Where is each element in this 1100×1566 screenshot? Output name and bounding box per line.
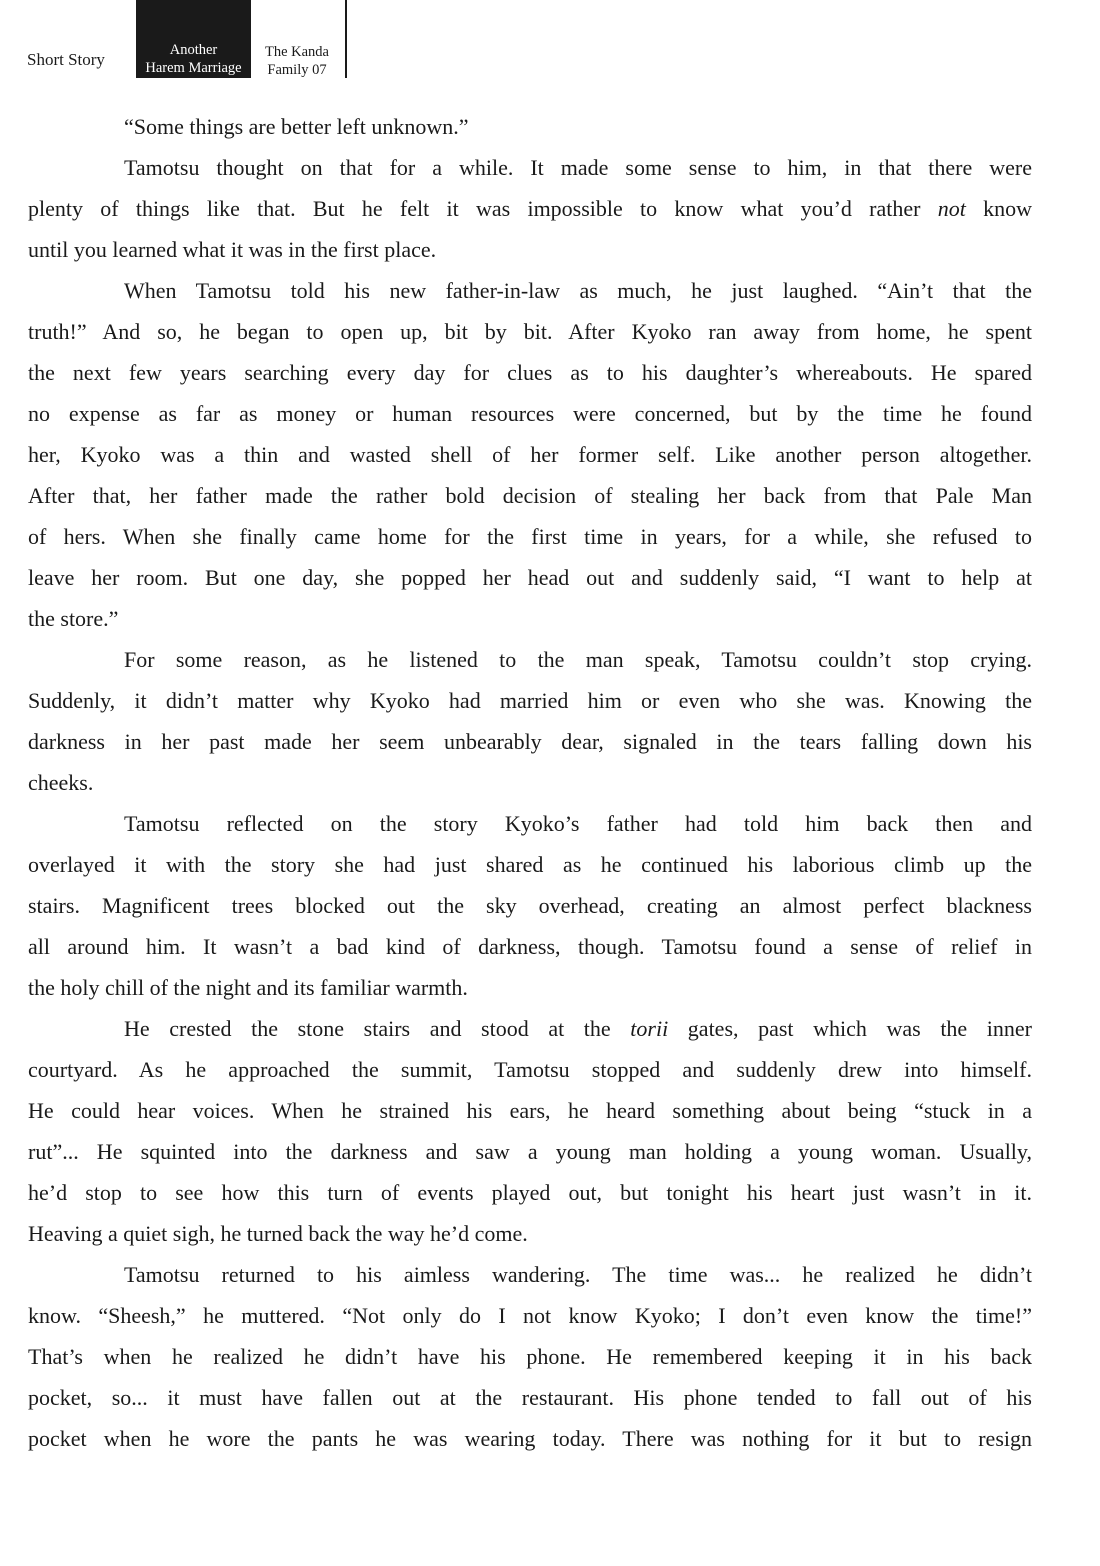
text-line-content: no expense as far as money or human resources were concerned, but by the time he found (28, 401, 1032, 426)
text-line-content: stairs. Magnificent trees blocked out the sky overhead, creating an almost perfect blackness (28, 893, 1032, 918)
text-line-content: he’d stop to see how this turn of events played out, but tonight his heart just wasn’t in it. (28, 1180, 1032, 1205)
text-line-content: her, Kyoko was a thin and wasted shell of her former self. Like another person altogether. (28, 442, 1032, 467)
text-line-content: the next few years searching every day for clues as to his daughter’s whereabouts. He spared (28, 360, 1032, 385)
text-line-content: courtyard. As he approached the summit, Tamotsu stopped and suddenly drew into himself. (28, 1057, 1032, 1082)
text-line (28, 807, 1032, 848)
text-line (28, 1217, 1032, 1258)
text-line (28, 1258, 1032, 1299)
text-line-content: For some reason, as he listened to the man speak, Tamotsu couldn’t stop crying. (124, 647, 1032, 672)
text-line (28, 274, 1032, 315)
text-line (28, 479, 1032, 520)
book-title-box (136, 0, 251, 78)
text-line (28, 725, 1032, 766)
text-segment: plenty of things like that. But he felt it was impossible to know what you’d rather (28, 196, 938, 221)
text-line-content: of hers. When she finally came home for the first time in years, for a while, she refused to (28, 524, 1032, 549)
text-line-content: truth!” And so, he began to open up, bit by bit. After Kyoko ran away from home, he spent (28, 319, 1032, 344)
text-line (28, 397, 1032, 438)
text-line-content (28, 1012, 1032, 1046)
text-line (28, 110, 1032, 151)
text-line-content: After that, her father made the rather bold decision of stealing her back from that Pale Man (28, 483, 1032, 508)
page-header (0, 0, 1100, 80)
text-line (28, 315, 1032, 356)
text-line (28, 889, 1032, 930)
text-line-content: That’s when he realized he didn’t have his phone. He remembered keeping it in his back (28, 1344, 1032, 1369)
text-line-content: overlayed it with the story she had just shared as he continued his laborious climb up the (28, 852, 1032, 877)
text-line (28, 233, 1032, 274)
section-label: Short Story (27, 50, 105, 69)
text-line-content: cheeks. (28, 770, 94, 795)
text-line-content: leave her room. But one day, she popped her head out and suddenly said, “I want to help at (28, 565, 1032, 590)
text-line (28, 438, 1032, 479)
text-line-content: pocket, so... it must have fallen out at the restaurant. His phone tended to fall out of his (28, 1385, 1032, 1410)
text-line (28, 971, 1032, 1012)
text-line (28, 1422, 1032, 1463)
text-line (28, 766, 1032, 807)
text-line (28, 356, 1032, 397)
text-line (28, 1135, 1032, 1176)
text-line (28, 848, 1032, 889)
text-line-content: “Some things are better left unknown.” (124, 114, 469, 139)
text-line (28, 643, 1032, 684)
text-line (28, 1381, 1032, 1422)
text-line (28, 1299, 1032, 1340)
series-title-line-1: The Kanda (264, 44, 329, 60)
text-line (28, 1340, 1032, 1381)
text-line (28, 930, 1032, 971)
text-line (28, 1053, 1032, 1094)
text-line (28, 1094, 1032, 1135)
text-line-content: darkness in her past made her seem unbearably dear, signaled in the tears falling down his (28, 729, 1032, 754)
text-line-content: Heaving a quiet sigh, he turned back the way he’d come. (28, 1221, 528, 1246)
story-body (28, 110, 1032, 1463)
text-line (28, 192, 1032, 233)
text-segment: gates, past which was the inner (668, 1016, 1032, 1041)
book-title-line-2: Harem Marriage (145, 60, 242, 76)
text-line-content: Tamotsu thought on that for a while. It made some sense to him, in that there were (124, 155, 1032, 180)
text-line-content: pocket when he wore the pants he was wearing today. There was nothing for it but to resign (28, 1426, 1032, 1451)
text-line-content: Tamotsu reflected on the story Kyoko’s father had told him back then and (124, 811, 1032, 836)
text-line-content (28, 192, 1032, 226)
text-line (28, 1012, 1032, 1053)
text-line-content: When Tamotsu told his new father-in-law as much, he just laughed. “Ain’t that the (124, 278, 1032, 303)
text-line-content: Suddenly, it didn’t matter why Kyoko had married him or even who she was. Knowing the (28, 688, 1032, 713)
text-segment: He crested the stone stairs and stood at the (124, 1016, 631, 1041)
emphasis-text: not (937, 196, 966, 221)
text-segment: know (965, 196, 1033, 221)
text-line-content: the holy chill of the night and its familiar warmth. (28, 975, 468, 1000)
text-line-content: rut”... He squinted into the darkness and saw a young man holding a young woman. Usually, (28, 1139, 1032, 1164)
text-line (28, 561, 1032, 602)
text-line (28, 684, 1032, 725)
text-line-content: know. “Sheesh,” he muttered. “Not only do I not know Kyoko; I don’t even know the time!” (28, 1303, 1032, 1328)
text-line (28, 602, 1032, 643)
text-line-content: Tamotsu returned to his aimless wandering. The time was... he realized he didn’t (124, 1262, 1032, 1287)
text-line (28, 1176, 1032, 1217)
text-line-content: until you learned what it was in the first place. (28, 237, 437, 262)
series-title-line-2: Family 07 (267, 62, 327, 78)
emphasis-text: torii (630, 1016, 669, 1041)
series-title (256, 43, 338, 79)
text-line-content: He could hear voices. When he strained his ears, he heard something about being “stuck in a (28, 1098, 1032, 1123)
text-line-content: all around him. It wasn’t a bad kind of darkness, though. Tamotsu found a sense of relief in (28, 934, 1032, 959)
text-line (28, 151, 1032, 192)
header-divider (345, 0, 347, 78)
text-line (28, 520, 1032, 561)
text-line-content: the store.” (28, 606, 119, 631)
book-title-line-1: Another (169, 42, 218, 58)
